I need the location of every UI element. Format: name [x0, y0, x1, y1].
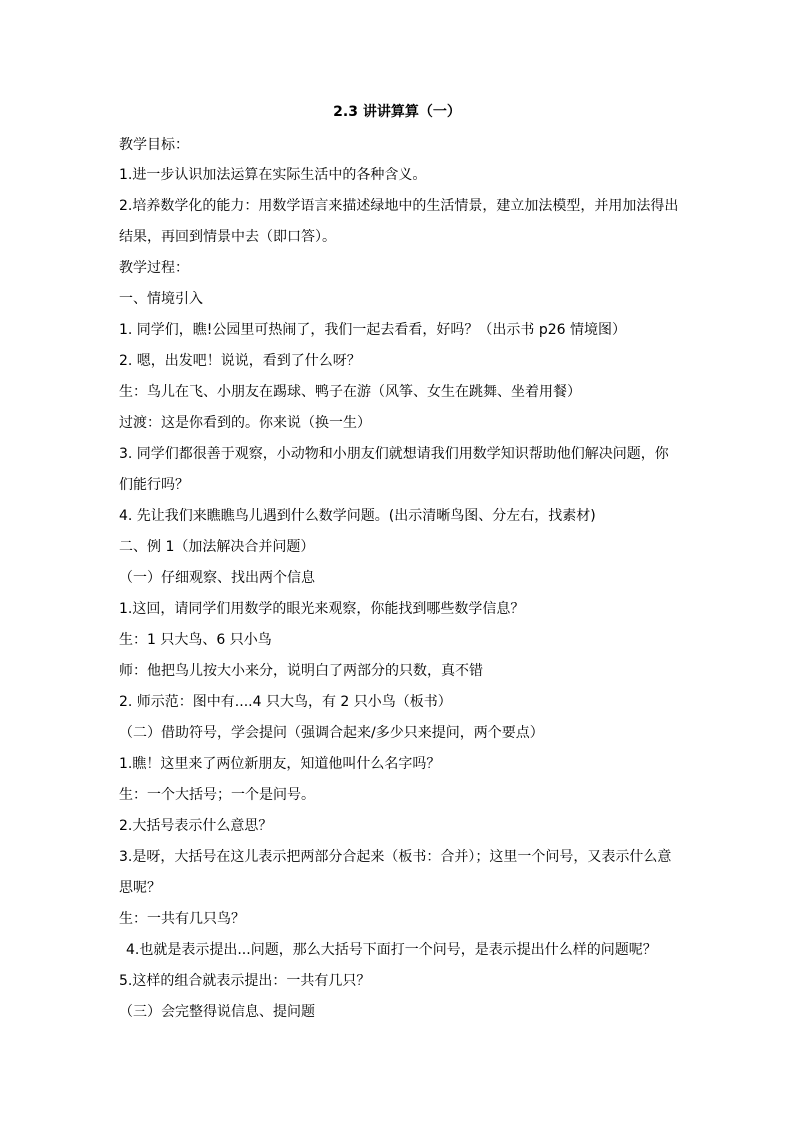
text-line: 生：一共有几只鸟？: [119, 911, 245, 927]
text-line: 4. 先让我们来瞧瞧鸟儿遇到什么数学问题。(出示清晰鸟图、分左右，找素材): [119, 508, 596, 524]
text-line: 生：1 只大鸟、6 只小鸟: [119, 632, 272, 648]
text-line: 3.是呀，大括号在这儿表示把两部分合起来（板书：合并）；这里一个问号，又表示什么意: [119, 849, 672, 865]
text-line: 思呢？: [119, 880, 161, 896]
text-line: 1.这回，请同学们用数学的眼光来观察，你能找到哪些数学信息？: [119, 601, 525, 617]
text-line: 2. 嗯，出发吧！说说，看到了什么呀？: [119, 353, 361, 369]
document-title: 2.3 讲讲算算（一）: [333, 104, 461, 120]
text-line: 生：一个大括号；一个是问号。: [119, 787, 315, 803]
text-line: （三）会完整得说信息、提问题: [119, 1004, 315, 1020]
text-line: 2.大括号表示什么意思？: [119, 818, 273, 834]
text-line: 二、例 1（加法解决合并问题）: [119, 539, 315, 555]
text-line: 4.也就是表示提出...问题，那么大括号下面打一个问号，是表示提出什么样的问题呢？: [126, 942, 657, 958]
text-line: 教学目标：: [119, 137, 189, 153]
text-line: 1.进一步认识加法运算在实际生活中的各种含义。: [119, 167, 427, 183]
text-line: 们能行吗？: [119, 477, 189, 493]
text-line: 1. 同学们，瞧!公园里可热闹了，我们一起去看看，好吗？（出示书 p26 情境图）: [119, 322, 627, 338]
text-line: 3. 同学们都很善于观察，小动物和小朋友们就想请我们用数学知识帮助他们解决问题，你: [119, 446, 669, 462]
text-line: 5.这样的组合就表示提出：一共有几只？: [119, 973, 371, 989]
text-line: 过渡：这是你看到的。你来说（换一生）: [119, 415, 371, 431]
text-line: 一、情境引入: [119, 291, 203, 307]
text-line: 2.培养数学化的能力：用数学语言来描述绿地中的生活情景，建立加法模型，并用加法得出: [119, 198, 679, 214]
text-line: 教学过程：: [119, 260, 189, 276]
text-line: 师：他把鸟儿按大小来分，说明白了两部分的只数，真不错: [119, 663, 483, 679]
text-line: （二）借助符号，学会提问（强调合起来/多少只来提问，两个要点）: [119, 725, 544, 741]
text-line: 2. 师示范：图中有....4 只大鸟，有 2 只小鸟（板书）: [119, 694, 452, 710]
text-line: 结果，再回到情景中去（即口答）。: [119, 229, 336, 245]
text-line: （一）仔细观察、找出两个信息: [119, 570, 315, 586]
text-line: 生：鸟儿在飞、小朋友在踢球、鸭子在游（风筝、女生在跳舞、坐着用餐）: [119, 384, 581, 400]
text-line: 1.瞧！这里来了两位新朋友，知道他叫什么名字吗？: [119, 756, 441, 772]
